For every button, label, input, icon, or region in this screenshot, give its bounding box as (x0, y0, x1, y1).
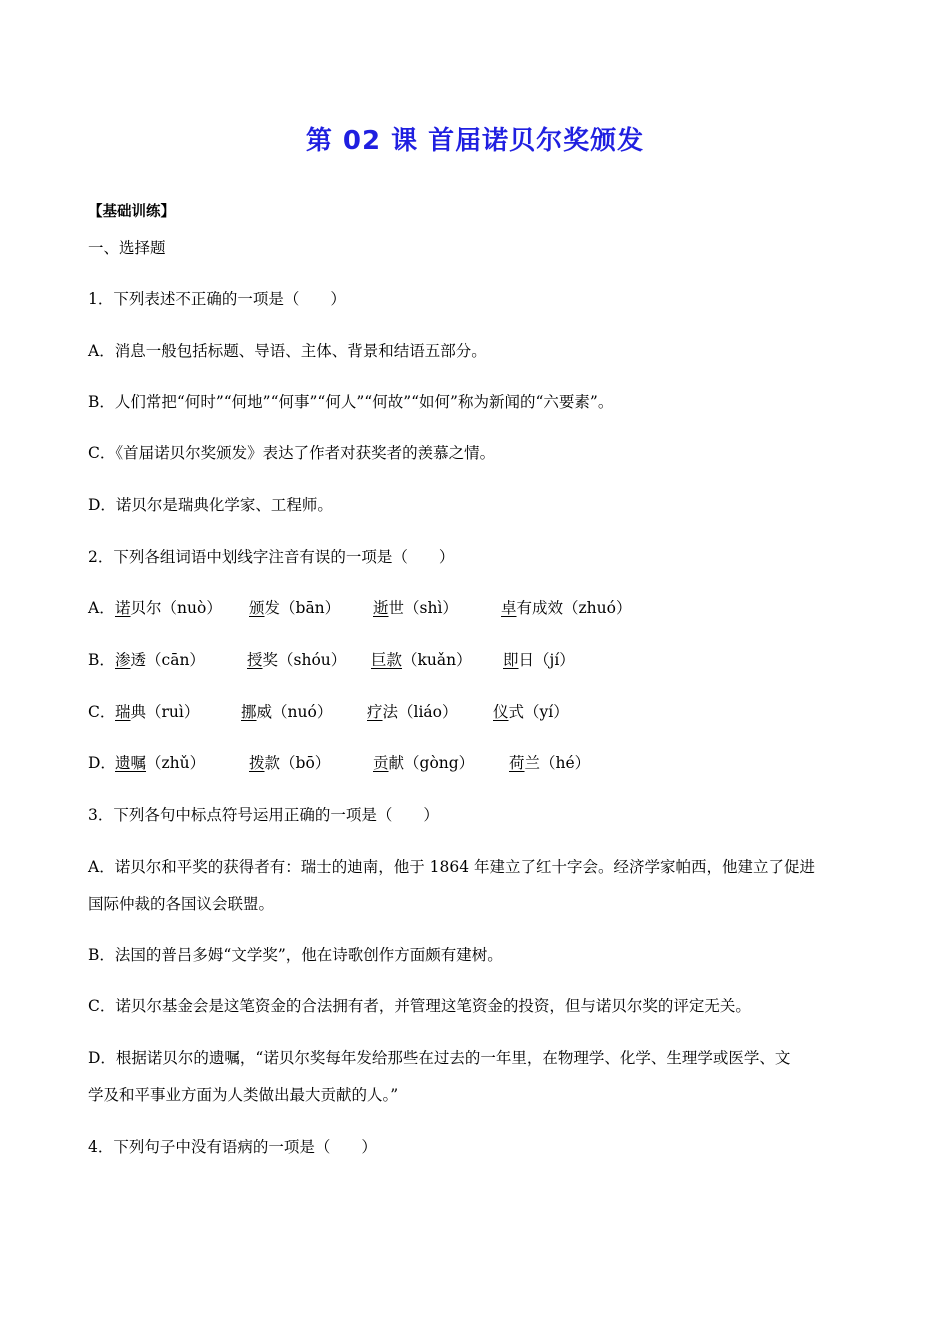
pinyin-item: 授奖（shóu） (247, 651, 347, 669)
option-label: D． (88, 754, 116, 772)
option-label: C． (88, 703, 116, 721)
pinyin-item: 即日（jí） (503, 651, 575, 669)
pinyin-item: 荷兰（hé） (509, 754, 591, 772)
pinyin-item: 瑞典（ruì） (115, 703, 200, 721)
section-label: 【基础训练】 (88, 204, 175, 220)
pinyin-item: 渗透（cān） (115, 651, 205, 669)
option-label: A． (88, 599, 115, 617)
question-1-stem: 1．下列表述不正确的一项是（ ） (88, 290, 346, 308)
pinyin-item: 遗嘱（zhǔ） (115, 754, 206, 772)
question-2-option-d (88, 753, 868, 773)
question-1-option-a: A．消息一般包括标题、导语、主体、背景和结语五部分。 (88, 342, 487, 360)
pinyin-item: 逝世（shì） (373, 599, 458, 617)
question-2-option-a (88, 598, 868, 618)
question-2-option-b (88, 650, 868, 670)
question-3-option-a-continued: 国际仲裁的各国议会联盟。 (88, 895, 275, 913)
page-title: 第 02 课 首届诺贝尔奖颁发 (305, 126, 645, 156)
pinyin-item: 仪式（yí） (493, 703, 569, 721)
question-4-stem: 4．下列句子中没有语病的一项是（ ） (88, 1138, 377, 1156)
pinyin-item: 贡献（gòng） (373, 754, 475, 772)
pinyin-item: 拨款（bō） (249, 754, 331, 772)
pinyin-item: 挪威（nuó） (241, 703, 333, 721)
question-3-option-d-continued: 学及和平事业方面为人类做出最大贡献的人。” (88, 1086, 399, 1104)
question-1-option-b: B．人们常把“何时”“何地”“何事”“何人”“何故”“如何”称为新闻的“六要素”。 (88, 393, 614, 411)
pinyin-item: 巨款（kuǎn） (371, 651, 472, 669)
pinyin-item: 颁发（bān） (249, 599, 341, 617)
pinyin-item: 卓有成效（zhuó） (501, 599, 632, 617)
question-3-option-d: D．根据诺贝尔的遗嘱，“诺贝尔奖每年发给那些在过去的一年里，在物理学、化学、生理学或医学、文 (88, 1049, 791, 1067)
pinyin-item: 疗法（liáo） (367, 703, 458, 721)
question-2-option-c (88, 702, 868, 722)
question-3-option-a: A．诺贝尔和平奖的获得者有：瑞士的迪南，他于 1864 年建立了红十字会。经济学家帕西，他建立了促进 (88, 858, 815, 876)
option-label: B． (88, 651, 115, 669)
question-1-option-c: C．《首届诺贝尔奖颁发》表达了作者对获奖者的羡慕之情。 (88, 444, 496, 462)
pinyin-item: 诺贝尔（nuò） (115, 599, 222, 617)
question-3-option-b: B．法国的普吕多姆“文学奖”，他在诗歌创作方面颇有建树。 (88, 946, 503, 964)
question-3-option-c: C．诺贝尔基金会是这笔资金的合法拥有者，并管理这笔资金的投资，但与诺贝尔奖的评定无关。 (88, 997, 751, 1015)
question-2-stem: 2．下列各组词语中划线字注音有误的一项是（ ） (88, 548, 455, 566)
question-3-stem: 3．下列各句中标点符号运用正确的一项是（ ） (88, 806, 439, 824)
question-1-option-d: D．诺贝尔是瑞典化学家、工程师。 (88, 496, 333, 514)
part-label: 一、选择题 (88, 239, 166, 257)
